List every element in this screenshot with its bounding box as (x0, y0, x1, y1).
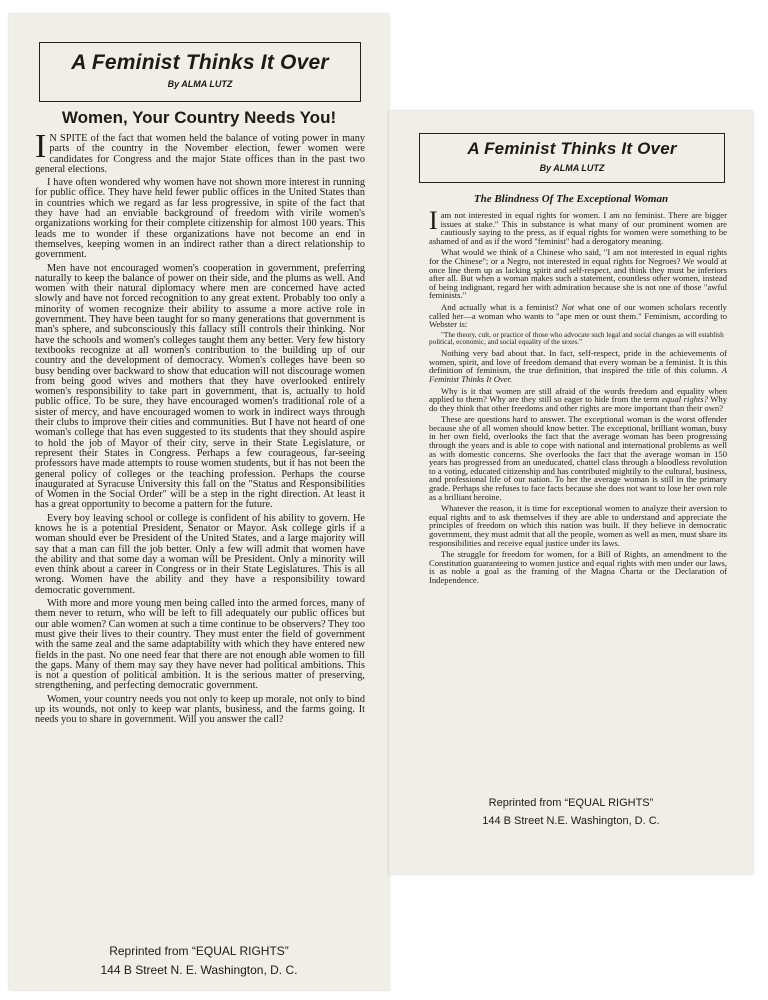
left-paragraph (35, 128, 365, 175)
right-clipping (389, 111, 753, 874)
left-reprint-source: Reprinted from “EQUAL RIGHTS” (109, 944, 289, 958)
right-paragraph-text: And actually what is a feminist? (441, 301, 559, 312)
right-paragraph-text: what one of our women scholars recently called her—a woman who wants to "ape men or oust them." Feminism, according to Webster is: (429, 301, 727, 330)
left-clipping (9, 14, 389, 990)
right-paragraph (429, 387, 727, 413)
right-reprint-source: Reprinted from “EQUAL RIGHTS” (488, 797, 654, 809)
right-reprint-address: 144 B Street N.E. Washington, D. C. (482, 814, 660, 827)
left-paragraph: I have often wondered why women have not shown more interest in running for public office. They have held fewer public offices in the United States than in countries which we regard as far less progressive, in spite of the fact that they have had an enviable background of freedom with virile women's organizations working for their complete citizenship for almost 100 years. This leads me to wonder if these organizations have not become an end in themselves, keeping women in an indirect rather than a direct relationship to government. (35, 177, 365, 261)
right-column-title: A Feminist Thinks It Over (467, 139, 677, 158)
right-drop-cap: I (429, 206, 438, 235)
right-paragraph (429, 303, 727, 329)
left-paragraph: Men have not encouraged women's cooperation in government, preferring naturally to keep the balance of power on their side, and the plums as well. And women with their natural diplomacy where men are concerned have acted slowly and have not forced recognition to any great extent. Probably too only a minority of women recognize their ability to assume a more active role in government. They have been taught for so many generations that government is man's sphere, and subconsciously this fallacy still controls their thinking. Nor have the schools and women's colleges taught them any better. Very few history textbooks recognize at all women's contribution to the building up of our country and the development of democracy. Women's colleges have been so busy bending over backward to show that education will not discourage women from being good wives and mothers that they have overlooked entirely women's responsibility to take part in government, that is, actually to hold public office. To be sure, they have encouraged women's traditional role of a sister of mercy, and have encouraged women to work in indirect ways through their clubs to improve their cities and communities. But I have not heard of one woman's college that has even suggested to its students that they should aspire to hold the job of Mayor of their city, serve in their State Legislature, or represent their States in Congress. Perhaps a few courageous, far-seeing professors have made attempts to rouse women students, but it has not been the general policy of colleges or the teaching profession. Perhaps the course inaugurated at Syracuse University this fall on the "Status and Responsibilities of Women in the Social Order" will be a step in the right direction. At least it has a great opportunity to become a pattern for the future. (35, 262, 365, 511)
right-paragraph-text: am not interested in equal rights for women. I am no feminist. There are bigger issues at stake." This in substance is what many of our prominent women are cautiously saying to the press, as if equal rights for women were something to be ashamed of and as if the word "feminist" had a derogatory meaning. (429, 210, 727, 246)
right-paragraph (429, 206, 727, 246)
left-byline: By ALMA LUTZ (167, 79, 233, 89)
right-byline: By ALMA LUTZ (539, 163, 605, 173)
right-paragraph: What would we think of a Chinese who said, "I am not interested in equal rights for the Chinese"; or a Negro, not interested in equal rights for Negroes? We would at once line them up as lacking spirit and self-respect, and think they must be inferiors after all. But when a woman makes such a statement, countless other women, instead of being indignant, regard her with admiration because she is not one of those "awful feminists." (429, 247, 727, 301)
right-paragraph-text: Why is it that women are still afraid of the words freedom and equality when applied to them? Why are they still so eager to hide from the term (429, 385, 727, 405)
left-column-title: A Feminist Thinks It Over (71, 51, 329, 74)
left-drop-cap: I (35, 128, 47, 165)
right-article-headline: The Blindness Of The Exceptional Woman (473, 193, 669, 205)
left-reprint-address: 144 B Street N. E. Washington, D. C. (100, 962, 298, 977)
right-article-body (429, 206, 727, 588)
left-paragraph-text: N SPITE of the fact that women held the balance of voting power in many parts of the country in the November election, fewer women were candidates for Congress and the major State offices than in the past two general elections. (35, 133, 365, 175)
right-title-box (419, 133, 725, 183)
right-paragraph-text: Why do they think that other freedoms and other rights are more important than their own? (429, 394, 727, 413)
left-article-headline: Women, Your Country Needs You! (61, 108, 337, 127)
left-reprint-notice (29, 942, 369, 979)
right-emphasis: Not (561, 301, 575, 312)
left-paragraph: With more and more young men being called into the armed forces, many of them never to return, who will be left to fill adequately our public offices but our able women? Can women at such a time continue to be observers? They too must give their lives to their country. They must enter the field of government with the same zeal and the same adaptability with which they have entered new fields in the past. No one need fear that there are not enough able women to fill the gaps. Many of them may say they have never had political ambitions. This is not a question of political ambition. It is the serious matter of preserving, strengthening, and perfecting democratic government. (35, 598, 365, 692)
left-paragraph: Women, your country needs you not only to keep up morale, not only to bind up its wounds, not only to keep war plants, business, and the farms going. It needs you to share in government. Will you answer the call? (35, 693, 365, 726)
left-title-box (39, 42, 361, 102)
right-emphasis: A Feminist Thinks It Over. (429, 365, 727, 384)
right-reprint-notice (409, 795, 733, 830)
right-paragraph: The struggle for freedom for women, for a Bill of Rights, an amendment to the Constitution guaranteeing to women justice and equal rights with men under our laws, is as noble a goal as the framing of the Magna Charta or the Declaration of Independence. (429, 549, 727, 585)
webster-definition-quote: "The theory, cult, or practice of those who advocate such legal and social changes as will establish political, economic, and social equality of the sexes." (429, 330, 724, 346)
left-paragraph: Every boy leaving school or college is confident of his ability to govern. He knows he is a potential President, Senator or Mayor. Ask college girls if a woman should ever be President of the United States, and a large majority will say that a man can fill the job better. Only a few will admit that women have the ability and that some day a woman will be President. Only a minority will even think about a career in Congress or in their State Legislatures. This is all wrong. Women have the ability and they have a responsibility toward democratic government. (35, 512, 365, 596)
right-paragraph (429, 349, 727, 383)
right-emphasis: equal rights? (662, 394, 708, 405)
right-paragraph: These are questions hard to answer. The exceptional woman is the worst offender because she of all women should know better. The exceptional, brilliant woman, busy in her own field, overlooks the fact that the average woman has been progressing through the years and is able to cope with national and international problems as well as with domestic concerns. She overlooks the fact that the average woman in 150 years has progressed from an uneducated, chattel class through a bloodless revolution to a voting, educated citizenship and has contributed mightily to the cultural, business, and professional life of our nation. To her the average woman is still in the primary grade. Perhaps she refuses to face facts because she does not want to lose her own role as a brilliant heroine. (429, 414, 727, 502)
left-article-body (35, 128, 365, 729)
right-paragraph: Whatever the reason, it is time for exceptional women to analyze their aversion to equal rights and to ask themselves if they are able to understand and appreciate the principles of freedom on which this nation was built. If they believe in democratic government, they must admit that all the people, women as well as men, must share its responsibilities and receive equal justice under its laws. (429, 503, 727, 548)
right-paragraph-text: Nothing very bad about that. In fact, self-respect, pride in the achievements of women, spirit, and love of freedom demand that every woman be a feminist. It is this definition of feminism, the true definition, that inspired the title of this column. (429, 348, 727, 376)
